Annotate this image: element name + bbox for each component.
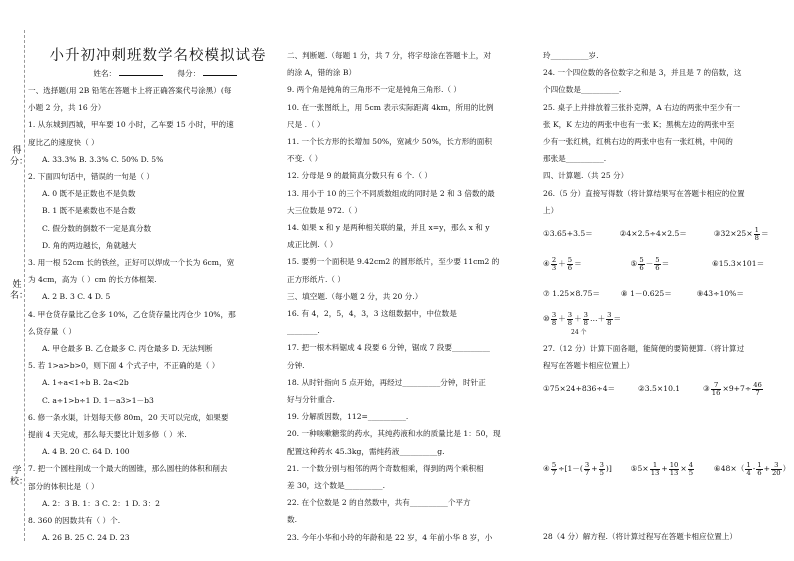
calc-27-3: ③ <box>702 384 710 394</box>
column-1 <box>28 0 272 546</box>
text-line: 27.（12 分）计算下面各题，能简便的要简便算.（将计算过 <box>543 344 745 354</box>
text-line: 数. <box>287 515 298 525</box>
text-line: 23. 今年小华和小玲的年龄和是 22 岁，4 年前小华 8 岁，小 <box>287 532 493 542</box>
fold-line <box>24 30 25 541</box>
question-28: 28（4 分）解方程.（将计算过程写在答题卡相应位置上） <box>543 532 737 542</box>
side-school-label: 学校： <box>10 466 29 487</box>
calc-row-5: ①75×24+836÷4＝ ②3.5×10.1 ③ $\frac{7}{16}$ ×9+7÷ $\frac{46}{7}$ <box>543 380 762 397</box>
text-line: 12. 分母是 9 的最简真分数只有 6 个.（ ） <box>287 171 432 181</box>
side-score-label: 得分： <box>10 146 29 167</box>
text-line: A. 4 B. 20 C. 64 D. 100 <box>42 447 130 457</box>
text-line: 玲__________岁. <box>543 51 599 60</box>
text-line: 那张是__________. <box>543 154 607 164</box>
calc-row-2: ④ $\frac{2}{3}$ ＋ $\frac{5}{6}$ ＝ ⑤ $\frac{5}{6}$ － $\frac{5}{6}$ ＝ ⑥15.3×101＝ <box>543 255 765 272</box>
calc-6: ⑥15.3×101＝ <box>712 259 765 269</box>
text-line: 小题 2 分，共 16 分） <box>28 103 106 113</box>
calc-4: ④ <box>543 259 550 269</box>
text-line: 尺是 .（ ） <box>287 119 325 129</box>
text-line: 四、计算题.（共 25 分） <box>543 171 629 181</box>
calc-2: ②4×2.5÷4×2.5＝ <box>619 229 687 239</box>
text-line: B. 1 既不是素数也不是合数 <box>42 206 136 216</box>
text-line: 2. 下面四句话中，错误的一句是（ ） <box>28 172 154 182</box>
calc-27-2: ②3.5×10.1 <box>637 384 681 394</box>
calc-5: ⑤ <box>630 259 638 269</box>
text-line: 19. 分解质因数，112=__________. <box>287 412 409 422</box>
text-line: D. 角的两边越长，角就越大 <box>42 240 137 250</box>
text-line: 22. 在个位数是 2 的自然数中，共有__________个平方 <box>287 498 471 508</box>
text-line: 少有一张红桃，红桃右边的两张中也有一张红桃，中间的 <box>543 137 733 147</box>
text-line: 二、判断题.（每题 1 分，共 7 分，将字母涂在答题卡上，对 <box>287 51 491 60</box>
text-line: 一、选择题(用 2B 铅笔在答题卡上将正确答案代号涂黑）(每 <box>28 86 232 95</box>
text-line: 为 4cm，高为（ ）cm 的长方体框架. <box>28 275 157 285</box>
score-blank[interactable] <box>203 67 237 76</box>
text-line: A. 33.3% B. 3.3% C. 50% D. 5% <box>42 154 164 164</box>
calc-3: ③32×25× <box>713 229 753 239</box>
text-line: A. 26 B. 25 C. 24 D. 23 <box>42 533 130 543</box>
calc-7: ⑦ 1.25×8.75＝ <box>543 289 600 299</box>
score-label: 得分： <box>177 69 201 78</box>
text-line: 配置这种药水 45.3kg，需纯药液__________g. <box>287 446 445 456</box>
question-27 <box>543 340 779 374</box>
text-line: 3. 用一根 52cm 长的铁丝，正好可以焊成一个长为 6cm，宽 <box>28 258 235 268</box>
text-line: 17. 把一根木料锯成 4 段要 6 分钟，锯成 7 段要__________ <box>287 343 490 353</box>
text-line: A. 0 既不是正数也不是负数 <box>42 189 136 199</box>
calc-27-5: ⑤5× <box>630 464 649 474</box>
section-2-3-questions <box>287 47 515 546</box>
text-line: 好与分针重合. <box>287 395 335 405</box>
calc-10: ⑩ <box>543 314 550 324</box>
text-line: 9. 两个角是钝角的三角形不一定是钝角三角形.（ ） <box>287 85 461 95</box>
text-line: 张 K，K 左边的两张中也有一张 K；黑桃左边的两张中至 <box>543 119 735 129</box>
calc-27-1: ①75×24+836÷4＝ <box>543 384 616 394</box>
name-label: 姓名： <box>93 69 117 78</box>
text-line: ________. <box>287 326 320 336</box>
text-line: C. 假分数的倒数不一定是真分数 <box>42 223 152 233</box>
text-line: 上） <box>543 205 559 215</box>
text-line: 正方形纸片.（ ） <box>287 274 345 284</box>
text-line: 25. 桌子上并排放着三张扑克牌，A 右边的两张中至少有一 <box>543 102 741 112</box>
calc-1: ①3.65+3.5＝ <box>543 229 593 239</box>
text-line: 1. 从东城到西城，甲车要 10 小时，乙车要 15 小时，甲的速 <box>28 120 234 130</box>
text-line: 10. 在一张图纸上，用 5cm 表示实际距离 4km，所用的比例 <box>287 102 494 112</box>
text-line: C. a÷1>b÷1 D. 1－a3>1－b3 <box>42 395 154 405</box>
name-blank[interactable] <box>119 67 163 76</box>
text-line: 三、填空题.（每小题 2 分，共 20 分.） <box>287 291 423 301</box>
text-line: 么货存量（ ） <box>28 326 76 336</box>
text-line: 个四位数是__________. <box>543 85 622 95</box>
text-line: 24. 一个四位数的各位数字之和是 3，并且是 7 的倍数，这 <box>543 68 742 78</box>
text-line: 18. 从时针指向 5 点开始，再经过__________分钟，时针正 <box>287 377 486 387</box>
text-line: A. 2：3 B. 1：3 C. 2：1 D. 3：2 <box>42 498 160 508</box>
text-line: 程写在答题卡相应位置上） <box>543 361 635 371</box>
text-line: 差 30，这个数是__________. <box>287 481 386 491</box>
text-line: 6. 修一条水渠，计划每天修 80m，20 天可以完成，如果要 <box>28 412 229 422</box>
section-3-4-questions <box>543 47 779 219</box>
text-line: 26.（5 分）直接写得数（将计算结果写在答题卡相应的位置 <box>543 188 745 198</box>
column-2 <box>287 0 515 546</box>
text-line: 分钟. <box>287 360 305 370</box>
text-line: 部分的体积比是（ ） <box>28 481 99 491</box>
fraction: $\frac{1}{8}$ <box>754 225 759 242</box>
text-line: 不变.（ ） <box>287 154 323 164</box>
text-line: 的涂 A，错的涂 B） <box>287 68 357 78</box>
text-line: 7. 把一个圆柱削成一个最大的圆锥，那么圆柱的体积和削去 <box>28 464 228 474</box>
column-3 <box>543 0 791 546</box>
text-line: A. 甲仓最多 B. 乙仓最多 C. 丙仓最多 D. 无法判断 <box>42 344 213 354</box>
calc-8: ⑧ 1－0.625＝ <box>620 289 672 299</box>
section-1-questions <box>28 82 272 546</box>
calc-row-4: ⑩ $\frac{3}{8}$ ＋ $\frac{3}{8}$ ＋ $\frac{3}{8}$ …＋ $\frac{3}{8}$ ＝ <box>543 310 622 327</box>
text-line: 4. 甲仓货存量比乙仓多 10%，乙仓货存量比丙仓少 10%，那 <box>28 309 236 319</box>
text-line: 15. 要剪一个面积是 9.42cm2 的圆形纸片，至少要 11cm2 的 <box>287 257 500 267</box>
name-score-row <box>28 66 272 82</box>
text-line: 5. 若 1>a>b>0，则下面 4 个式子中，不正确的是（ ） <box>28 361 220 371</box>
text-line: 16. 有 4，2，5，4，3，3 这组数据中，中位数是 <box>287 309 457 319</box>
text-line: 度比乙的速度快（ ） <box>28 137 99 147</box>
text-line: A. 2 B. 3 C. 4 D. 5 <box>42 292 111 302</box>
text-line: 21. 一个数分别与相邻的两个奇数相乘，得到的两个乘积相 <box>287 463 484 473</box>
text-line: 20. 一种咳嗽糖浆的药水，其纯药液和水的质量比是 1：50，现 <box>287 429 501 439</box>
calc-row-1: ①3.65+3.5＝ ②4×2.5÷4×2.5＝ ③32×25× $\frac{1}{8}$ ＝ <box>543 225 769 242</box>
text-line: 11. 一个长方形的长增加 50%，宽减少 50%，长方形的面积 <box>287 137 492 147</box>
text-line: 提前 4 天完成，那么每天要比计划多修（ ）米. <box>28 430 187 440</box>
text-line: 13. 用小于 10 的三个不同质数组成的同时是 2 和 3 倍数的最 <box>287 188 495 198</box>
text-line: 大三位数是 972.（ ） <box>287 205 362 215</box>
brace-note: 24 个 <box>571 329 587 337</box>
text-line: 14. 如果 x 和 y 是两种相关联的量，并且 x=y，那么 x 和 y <box>287 223 490 233</box>
text-line: A. 1÷a<1÷b B. 2a<2b <box>42 378 129 388</box>
side-name-label: 姓名： <box>10 280 29 301</box>
calc-27-6: ⑥48×（ <box>713 464 745 474</box>
text-line: 成正比例.（ ） <box>287 240 338 250</box>
calc-row-6: ④ $\frac{5}{7}$ ÷[1－( $\frac{3}{7}$ + $\frac{3}{5}$ )] ⑤5× $\frac{1}{13}$ + $\frac{10}{13}$ × $\frac{4}{5}$ ⑥48×（ $\frac{1}{4}$ - $\frac{1}{6}$ + $\frac{3}{20}$ ） <box>543 460 791 477</box>
text-line: 8. 360 的因数共有（ ）个. <box>28 516 121 526</box>
calc-row-3 <box>543 279 779 309</box>
calc-27-4: ④ <box>543 464 550 474</box>
exam-title: 小升初冲刺班数学名校模拟试卷 <box>49 48 267 64</box>
calc-9: ⑨43÷10%＝ <box>696 289 744 299</box>
